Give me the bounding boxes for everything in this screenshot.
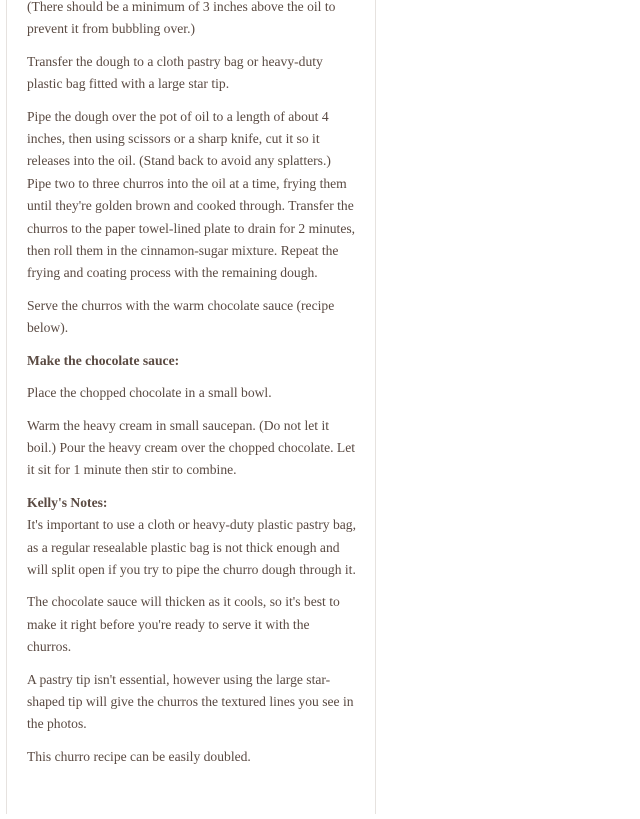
note-pastry-tip: A pastry tip isn't essential, however using the large star-shaped tip will give the churros the textured lines you see in the photos. <box>27 671 354 732</box>
step-transfer-dough: Transfer the dough to a cloth pastry bag or heavy-duty plastic bag fitted with a large star tip. <box>27 53 323 92</box>
sauce-heading: Make the chocolate sauce: <box>27 352 180 368</box>
recipe-instructions-column <box>6 0 376 814</box>
sauce-step-cream: Warm the heavy cream in small saucepan. (Do not let it boil.) Pour the heavy cream over the chopped chocolate. Let it sit for 1 minute then stir to combine. <box>27 417 356 478</box>
note-pastry-bag: It's important to use a cloth or heavy-duty plastic pastry bag, as a regular resealable plastic bag is not thick enough and will split open if you try to pipe the churro dough through it. <box>27 517 356 577</box>
step-heat-oil: (There should be a minimum of 3 inches above the oil to prevent it from bubbling over.) <box>27 0 336 37</box>
step-serve: Serve the churros with the warm chocolate sauce (recipe below). <box>27 297 335 336</box>
note-sauce-thickens: The chocolate sauce will thicken as it cools, so it's best to make it right before you're ready to serve it with the churros. <box>27 594 340 655</box>
step-pipe-and-fry: Pipe the dough over the pot of oil to a length of about 4 inches, then using scissors or a sharp knife, cut it so it releases into the oil. (Stand back to avoid any splatters.) Pipe two to three churros into the oil at a time, frying them until they're golden brown and cooked through. Transfer the churros to the paper towel-lined plate to drain for 2 minutes, then roll them in the cinnamon-sugar mixture. Repeat the frying and coating process with the remaining dough. <box>27 108 356 281</box>
note-doubled: This churro recipe can be easily doubled. <box>27 748 251 764</box>
sauce-step-bowl: Place the chopped chocolate in a small bowl. <box>27 385 272 401</box>
notes-block <box>27 492 357 582</box>
notes-title: Kelly's Notes: <box>27 494 108 510</box>
